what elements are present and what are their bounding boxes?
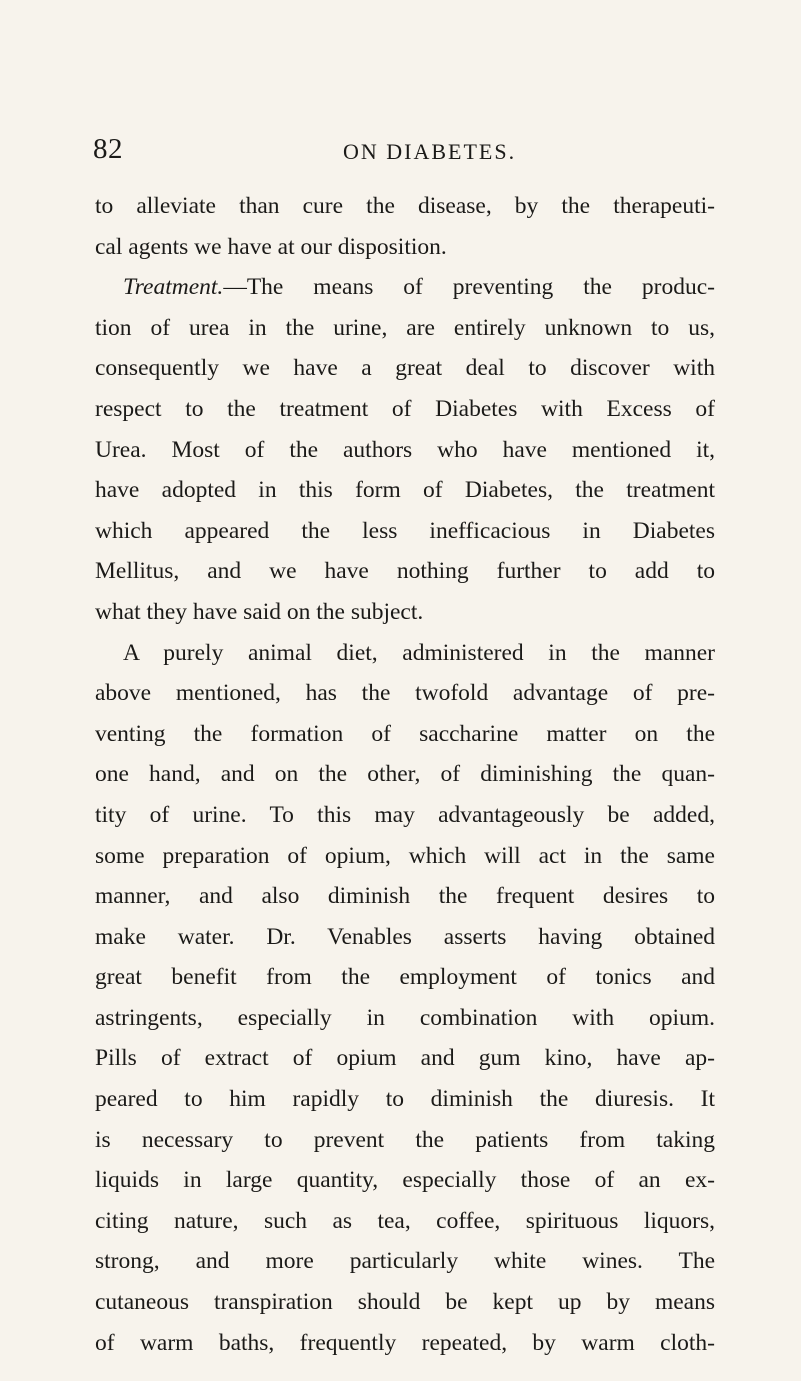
text-line: Mellitus, and we have nothing further to add to [95,558,715,585]
text-line: some preparation of opium, which will act in the same [95,842,715,869]
section-heading-treatment: Treatment. [123,274,224,301]
text-line: liquids in large quantity, especially those of an ex- [95,1167,715,1194]
text-line: is necessary to prevent the patients from taking [95,1126,715,1153]
text-line: make water. Dr. Venables asserts having obtained [95,923,715,950]
text-line: venting the formation of saccharine matter on the [95,720,715,747]
text-line: of warm baths, frequently repeated, by warm cloth- [95,1329,715,1356]
text-line: which appeared the less inefficacious in Diabetes [95,517,715,544]
text-line: citing nature, such as tea, coffee, spirituous liquors, [95,1207,715,1234]
text-line: peared to him rapidly to diminish the diuresis. It [95,1086,715,1113]
text-line: one hand, and on the other, of diminishing the quan- [95,761,715,788]
text-line: strong, and more particularly white wines. The [95,1248,715,1275]
running-title: ON DIABETES. [343,139,517,164]
body-text [95,186,715,1363]
text-line: cal agents we have at our disposition. [95,233,447,260]
text-fragment: —The means of preventing the produc- [223,274,715,301]
text-line: manner, and also diminish the frequent desires to [95,883,715,910]
text-line: what they have said on the subject. [95,598,424,625]
section-heading-line [95,267,715,308]
text-line: have adopted in this form of Diabetes, the treatment [95,477,715,504]
text-line: great benefit from the employment of tonics and [95,964,715,991]
text-line: respect to the treatment of Diabetes with Excess of [95,395,715,422]
page-number: 82 [93,133,123,165]
text-line: above mentioned, has the twofold advantage of pre- [95,680,715,707]
text-line: Urea. Most of the authors who have mentioned it, [95,436,715,463]
text-line: cutaneous transpiration should be kept up by means [95,1289,715,1316]
text-line: to alleviate than cure the disease, by the therapeuti- [95,193,715,219]
text-line: tion of urea in the urine, are entirely unknown to us, [95,314,715,341]
text-line: tity of urine. To this may advantageously be added, [95,801,715,828]
text-line: Pills of extract of opium and gum kino, have ap- [95,1045,715,1072]
text-line: astringents, especially in combination with opium. [95,1004,715,1031]
paragraph-start-line: A purely animal diet, administered in the manner [123,639,715,666]
text-line: consequently we have a great deal to discover with [95,355,715,382]
